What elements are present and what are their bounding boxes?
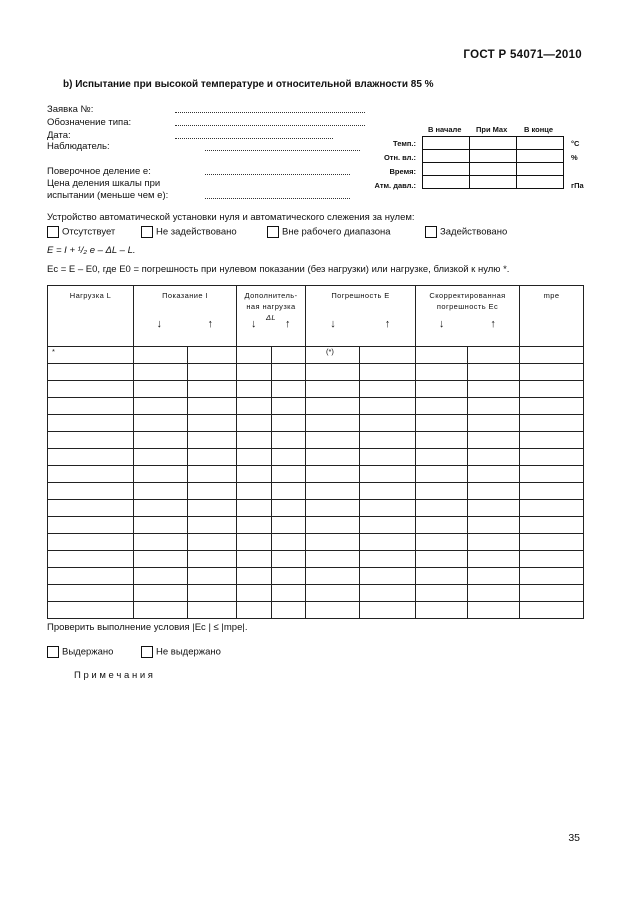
table-cell[interactable] [468,585,520,602]
table-cell[interactable] [416,568,468,585]
table-row [48,585,584,602]
table-cell[interactable] [272,517,306,534]
table-cell[interactable] [468,602,520,619]
checkbox-passed[interactable] [47,646,59,658]
table-cell[interactable] [520,466,584,483]
table-row [48,568,584,585]
table-cell[interactable] [520,517,584,534]
environment-table [422,136,564,189]
table-row [48,449,584,466]
table-cell[interactable] [272,500,306,517]
col-additional-header: Дополнитель- ная нагрузка ΔL ↓ ↑ [237,286,306,347]
table-cell[interactable] [188,398,237,415]
table-cell[interactable] [48,364,134,381]
env-cell[interactable] [423,137,470,150]
table-cell[interactable] [360,398,416,415]
table-cell[interactable] [306,585,360,602]
table-cell[interactable] [520,585,584,602]
table-cell[interactable] [360,585,416,602]
table-cell[interactable] [272,585,306,602]
option-not-engaged[interactable]: Не задействовано [141,226,237,238]
table-cell[interactable] [188,585,237,602]
table-cell[interactable] [134,517,188,534]
table-cell[interactable] [416,517,468,534]
page-number: 35 [568,832,580,844]
date-field[interactable] [175,130,333,139]
option-out-of-range[interactable]: Вне рабочего диапазона [267,226,391,238]
table-cell[interactable] [360,432,416,449]
table-cell[interactable] [468,466,520,483]
table-cell[interactable] [188,602,237,619]
table-cell[interactable] [468,398,520,415]
table-cell[interactable] [272,347,306,364]
table-cell[interactable] [134,534,188,551]
type-label: Обозначение типа: [47,117,132,128]
table-cell[interactable] [306,449,360,466]
check-condition: Проверить выполнение условия |Ec | ≤ |mpe|. [47,622,248,633]
table-cell[interactable] [360,347,416,364]
arrow-up-icon: ↑ [490,318,497,330]
table-cell[interactable] [272,483,306,500]
table-row [48,415,584,432]
table-cell[interactable] [134,500,188,517]
table-cell[interactable] [237,602,272,619]
zero-question: Устройство автоматической установки нуля и автоматического слежения за нулем: [47,212,415,223]
table-cell[interactable] [520,602,584,619]
table-cell[interactable] [360,602,416,619]
env-header-end: В конце [524,125,554,134]
env-header-max: При Max [476,125,508,134]
table-cell[interactable] [134,602,188,619]
table-cell[interactable] [468,432,520,449]
env-unit-pressure: гПа [571,181,584,190]
table-cell[interactable] [416,534,468,551]
table-cell[interactable] [272,398,306,415]
env-cell[interactable] [517,163,564,176]
table-cell[interactable] [416,432,468,449]
table-cell[interactable] [134,364,188,381]
env-unit-humidity: % [571,153,578,162]
table-cell[interactable] [360,415,416,432]
table-cell[interactable] [48,398,134,415]
table-cell[interactable] [520,551,584,568]
date-label: Дата: [47,130,71,141]
table-cell[interactable] [272,534,306,551]
env-label-pressure: Атм. давл.: [374,181,416,190]
scale-label-2: испытании (меньше чем e): [47,190,169,201]
application-field[interactable] [175,104,365,113]
table-cell[interactable] [237,364,272,381]
env-unit-temp: °C [571,139,580,148]
table-cell[interactable] [48,432,134,449]
table-cell[interactable] [48,381,134,398]
table-row [48,517,584,534]
table-cell[interactable] [306,602,360,619]
table-cell[interactable] [48,483,134,500]
env-cell[interactable] [423,150,470,163]
table-cell[interactable] [416,364,468,381]
table-cell[interactable] [306,381,360,398]
table-cell[interactable] [134,551,188,568]
table-cell[interactable] [237,466,272,483]
application-label: Заявка №: [47,104,94,115]
table-cell[interactable] [237,398,272,415]
table-cell[interactable] [134,432,188,449]
table-cell[interactable] [468,534,520,551]
table-row [48,500,584,517]
table-cell[interactable] [306,466,360,483]
table-cell[interactable] [134,449,188,466]
table-cell[interactable] [237,517,272,534]
table-cell[interactable] [416,347,468,364]
table-cell[interactable] [188,483,237,500]
table-cell[interactable] [416,602,468,619]
env-label-time: Время: [389,167,416,176]
table-cell[interactable] [306,415,360,432]
table-cell[interactable] [237,585,272,602]
table-cell[interactable] [237,432,272,449]
table-cell[interactable] [468,364,520,381]
table-row [48,398,584,415]
table-cell[interactable] [520,568,584,585]
env-cell[interactable] [470,137,517,150]
arrow-up-icon: ↑ [285,318,291,330]
table-cell[interactable] [272,432,306,449]
table-cell[interactable] [237,347,272,364]
table-cell[interactable] [48,585,134,602]
arrow-up-icon: ↑ [207,318,214,330]
table-cell[interactable] [237,449,272,466]
table-cell[interactable] [360,500,416,517]
option-passed[interactable]: Выдержано [47,646,113,658]
table-cell[interactable] [360,551,416,568]
env-header-start: В начале [428,125,462,134]
table-cell[interactable] [48,551,134,568]
table-row [48,551,584,568]
table-cell[interactable] [188,500,237,517]
checkbox-not-engaged[interactable] [141,226,153,238]
table-cell[interactable] [416,551,468,568]
table-cell[interactable] [520,449,584,466]
arrow-down-icon: ↓ [438,318,445,330]
table-cell[interactable] [416,585,468,602]
col-corrected-header: Скорректированная погрешность Ec ↓ ↑ [416,286,520,347]
table-cell[interactable] [306,551,360,568]
table-row [48,483,584,500]
table-cell[interactable] [416,398,468,415]
table-cell[interactable] [188,551,237,568]
env-cell[interactable] [423,176,470,189]
table-cell[interactable] [360,568,416,585]
table-cell[interactable] [272,602,306,619]
env-label-humidity: Отн. вл.: [383,153,416,162]
env-cell[interactable] [517,176,564,189]
col-error-header: Погрешность E ↓ ↑ [306,286,416,347]
table-cell[interactable] [134,381,188,398]
table-cell[interactable] [188,534,237,551]
scale-field[interactable] [205,190,350,199]
table-cell[interactable] [468,449,520,466]
table-cell[interactable] [468,568,520,585]
table-cell[interactable] [188,466,237,483]
option-engaged[interactable]: Задействовано [425,226,507,238]
table-cell[interactable] [48,449,134,466]
table-cell[interactable] [272,449,306,466]
col-load-header: Нагрузка L [48,286,134,347]
table-cell[interactable] [520,364,584,381]
table-cell[interactable] [134,398,188,415]
env-cell[interactable] [423,163,470,176]
observer-label: Наблюдатель: [47,141,110,152]
table-cell[interactable] [48,415,134,432]
type-field[interactable] [175,117,365,126]
arrow-down-icon: ↓ [330,318,337,330]
checkbox-engaged[interactable] [425,226,437,238]
row1-error[interactable]: (*) [306,347,360,364]
table-cell[interactable] [134,483,188,500]
table-cell[interactable] [188,381,237,398]
table-cell[interactable] [360,466,416,483]
table-cell[interactable] [416,381,468,398]
table-cell[interactable] [468,347,520,364]
table-cell[interactable] [134,466,188,483]
table-cell[interactable] [416,466,468,483]
table-cell[interactable] [306,500,360,517]
table-cell[interactable] [237,381,272,398]
verification-field[interactable] [205,166,350,175]
table-cell[interactable] [468,551,520,568]
table-cell[interactable] [48,534,134,551]
env-label-temp: Темп.: [393,139,416,148]
table-cell[interactable] [237,415,272,432]
table-cell[interactable] [468,500,520,517]
table-cell[interactable] [237,551,272,568]
option-absent[interactable]: Отсутствует [47,226,115,238]
table-cell[interactable] [416,500,468,517]
option-failed[interactable]: Не выдержано [141,646,221,658]
table-row [48,347,584,364]
table-row [48,602,584,619]
table-cell[interactable] [134,347,188,364]
table-cell[interactable] [520,398,584,415]
table-cell[interactable] [306,398,360,415]
table-cell[interactable] [188,432,237,449]
verification-label: Поверочное деление e: [47,166,151,177]
table-cell[interactable] [416,415,468,432]
table-cell[interactable] [272,415,306,432]
table-cell[interactable] [416,449,468,466]
checkbox-absent[interactable] [47,226,59,238]
table-cell[interactable] [48,500,134,517]
table-cell[interactable] [188,449,237,466]
table-cell[interactable] [520,432,584,449]
table-row [48,381,584,398]
document-header: ГОСТ Р 54071—2010 [463,49,582,61]
table-cell[interactable] [306,568,360,585]
table-cell[interactable] [134,415,188,432]
arrow-down-icon: ↓ [156,318,163,330]
table-cell[interactable] [272,381,306,398]
table-cell[interactable] [188,347,237,364]
table-cell[interactable] [272,466,306,483]
table-cell[interactable] [520,534,584,551]
table-cell[interactable] [520,381,584,398]
env-cell[interactable] [470,150,517,163]
checkbox-failed[interactable] [141,646,153,658]
table-cell[interactable] [48,602,134,619]
table-cell[interactable] [468,517,520,534]
table-cell[interactable] [134,568,188,585]
checkbox-out-of-range[interactable] [267,226,279,238]
row1-load[interactable]: * [48,347,134,364]
table-cell[interactable] [306,432,360,449]
table-cell[interactable] [306,483,360,500]
arrow-up-icon: ↑ [384,318,391,330]
env-cell[interactable] [470,163,517,176]
table-cell[interactable] [520,483,584,500]
table-cell[interactable] [520,347,584,364]
table-cell[interactable] [468,483,520,500]
table-cell[interactable] [306,534,360,551]
col-mpe-header: mpe [520,286,584,347]
section-title: b) Испытание при высокой температуре и относительной влажности 85 % [63,79,434,90]
table-cell[interactable] [237,483,272,500]
table-row [48,466,584,483]
table-cell[interactable] [48,466,134,483]
table-cell[interactable] [237,534,272,551]
table-cell[interactable] [48,517,134,534]
env-cell[interactable] [470,176,517,189]
table-cell[interactable] [272,568,306,585]
table-cell[interactable] [468,415,520,432]
table-cell[interactable] [360,517,416,534]
env-cell[interactable] [517,137,564,150]
table-cell[interactable] [520,500,584,517]
table-cell[interactable] [188,517,237,534]
scale-label-1: Цена деления шкалы при [47,178,161,189]
observer-field[interactable] [205,142,360,151]
col-reading-header: Показание I ↓ ↑ [134,286,237,347]
measurement-table [47,285,584,619]
table-cell[interactable] [188,364,237,381]
corrected-formula: Ec = E – E0, где E0 = погрешность при нулевом показании (без нагрузки) или нагрузке, близкой к нулю *. [47,264,510,275]
table-cell[interactable] [237,500,272,517]
table-row [48,364,584,381]
table-cell[interactable] [48,568,134,585]
table-cell[interactable] [360,381,416,398]
table-cell[interactable] [360,364,416,381]
error-formula: E = I + ¹/₂ e – ΔL – L. [47,245,136,256]
table-cell[interactable] [360,483,416,500]
env-cell[interactable] [517,150,564,163]
table-cell[interactable] [306,517,360,534]
table-cell[interactable] [134,585,188,602]
table-cell[interactable] [272,364,306,381]
table-cell[interactable] [360,534,416,551]
notes-title: П р и м е ч а н и я [74,670,153,681]
table-cell[interactable] [468,381,520,398]
table-row [48,534,584,551]
table-cell[interactable] [237,568,272,585]
table-cell[interactable] [520,415,584,432]
table-cell[interactable] [188,568,237,585]
table-cell[interactable] [416,483,468,500]
table-cell[interactable] [360,449,416,466]
table-cell[interactable] [272,551,306,568]
table-cell[interactable] [306,364,360,381]
table-row [48,432,584,449]
arrow-down-icon: ↓ [251,318,257,330]
table-cell[interactable] [188,415,237,432]
